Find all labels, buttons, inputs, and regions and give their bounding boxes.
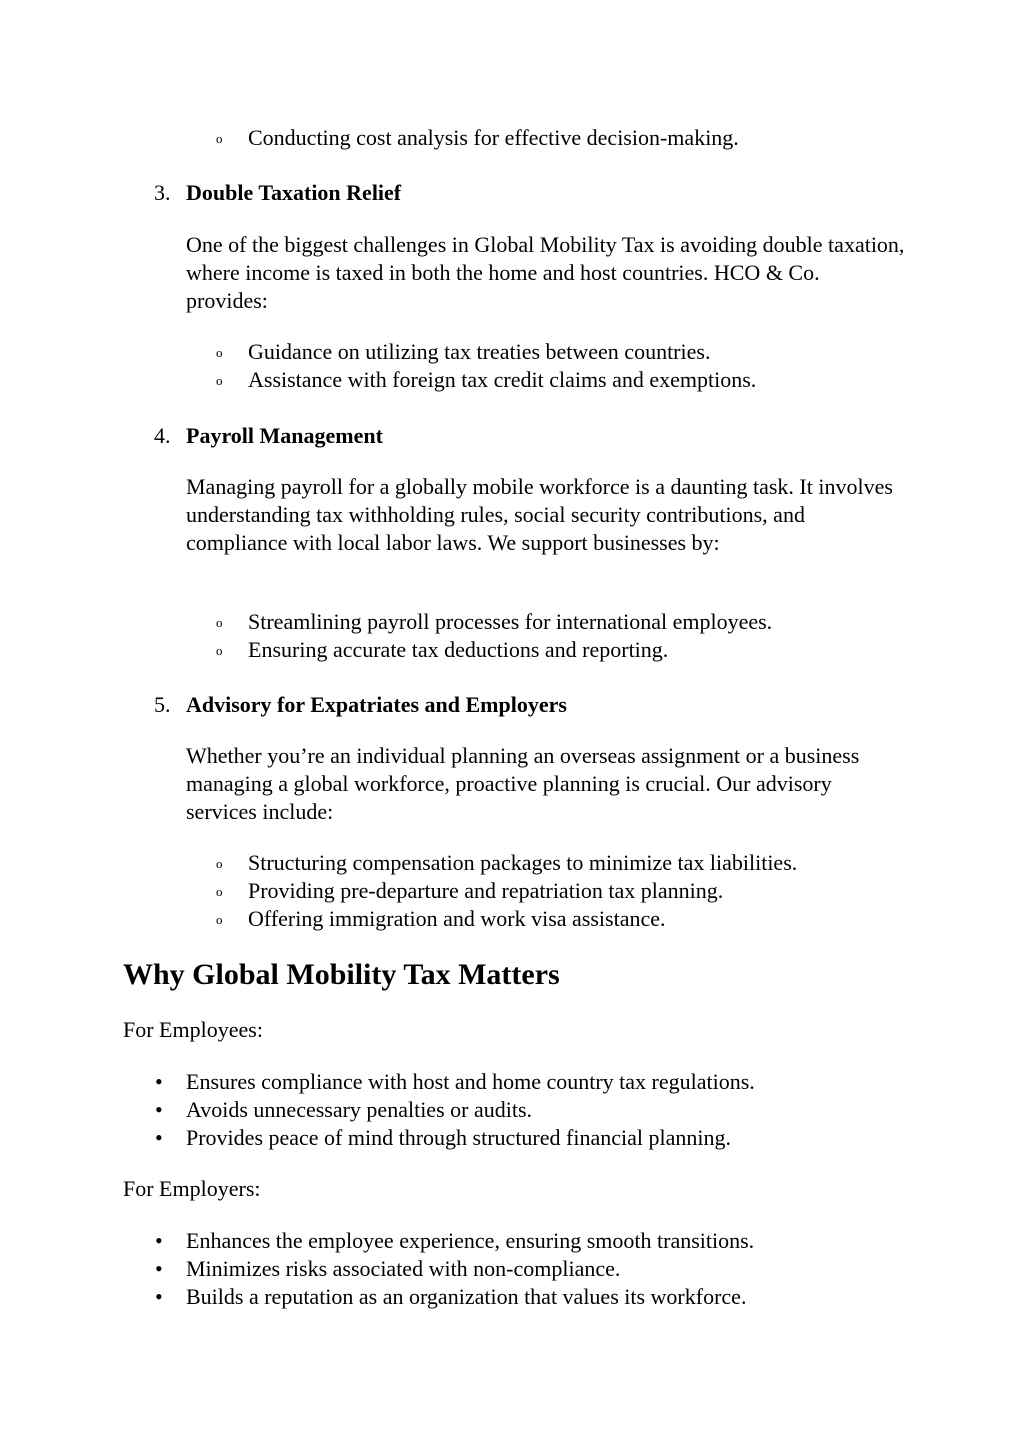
sub-bullet-marker: o bbox=[216, 856, 223, 871]
sub-bullet-marker: o bbox=[216, 884, 223, 899]
bullet-marker: • bbox=[155, 1125, 163, 1150]
sub-bullet-marker: o bbox=[216, 912, 223, 927]
list-item: Provides peace of mind through structured financial planning. bbox=[186, 1125, 731, 1150]
section-paragraph: Managing payroll for a globally mobile workforce is a daunting task. It involves understanding tax withholding rules, social security contributions, and compliance with local labor laws. We support businesses by: bbox=[186, 474, 893, 555]
section-title: Double Taxation Relief bbox=[186, 180, 402, 205]
section-paragraph: Whether you’re an individual planning an overseas assignment or a business managing a global workforce, proactive planning is crucial. Our advisory services include: bbox=[186, 743, 860, 824]
list-item: Minimizes risks associated with non-compliance. bbox=[186, 1256, 621, 1281]
bullet-marker: • bbox=[155, 1069, 163, 1094]
bullet-marker: • bbox=[155, 1284, 163, 1309]
sub-bullet-marker: o bbox=[216, 615, 223, 630]
list-item: Avoids unnecessary penalties or audits. bbox=[186, 1097, 533, 1122]
section-title: Payroll Management bbox=[186, 423, 383, 448]
list-item: Providing pre-departure and repatriation tax planning. bbox=[248, 878, 724, 903]
sub-bullet-marker: o bbox=[216, 345, 223, 360]
bullet-marker: • bbox=[155, 1228, 163, 1253]
list-item: Ensures compliance with host and home country tax regulations. bbox=[186, 1069, 755, 1094]
subsection-label: For Employees: bbox=[123, 1017, 263, 1042]
list-item: Conducting cost analysis for effective decision-making. bbox=[248, 125, 739, 150]
list-item: Structuring compensation packages to minimize tax liabilities. bbox=[248, 850, 798, 875]
section-heading: Why Global Mobility Tax Matters bbox=[123, 958, 560, 991]
section-title: Advisory for Expatriates and Employers bbox=[186, 692, 567, 717]
list-item: Offering immigration and work visa assistance. bbox=[248, 906, 666, 931]
list-item: Guidance on utilizing tax treaties between countries. bbox=[248, 339, 711, 364]
subsection-label: For Employers: bbox=[123, 1176, 261, 1201]
list-item: Streamlining payroll processes for international employees. bbox=[248, 609, 773, 634]
sub-bullet-marker: o bbox=[216, 131, 223, 146]
section-number: 4. bbox=[154, 423, 171, 448]
list-item: Enhances the employee experience, ensuring smooth transitions. bbox=[186, 1228, 755, 1253]
bullet-marker: • bbox=[155, 1097, 163, 1122]
section-number: 3. bbox=[154, 180, 171, 205]
section-number: 5. bbox=[154, 692, 171, 717]
list-item: Builds a reputation as an organization that values its workforce. bbox=[186, 1284, 747, 1309]
bullet-marker: • bbox=[155, 1256, 163, 1281]
list-item: Ensuring accurate tax deductions and reporting. bbox=[248, 637, 669, 662]
list-item: Assistance with foreign tax credit claims and exemptions. bbox=[248, 367, 757, 392]
sub-bullet-marker: o bbox=[216, 643, 223, 658]
section-paragraph: One of the biggest challenges in Global Mobility Tax is avoiding double taxation, where income is taxed in both the home and host countries. HCO & Co. provides: bbox=[186, 232, 905, 313]
sub-bullet-marker: o bbox=[216, 373, 223, 388]
